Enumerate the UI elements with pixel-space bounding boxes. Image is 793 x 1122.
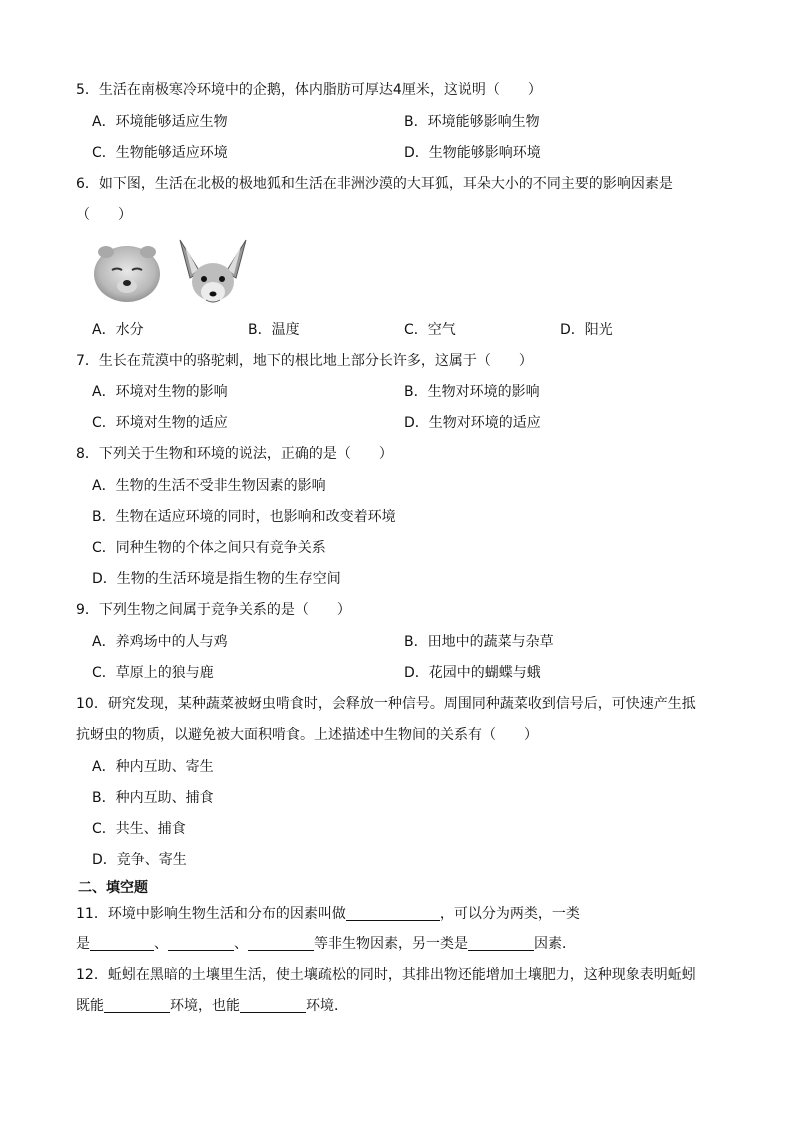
q11-text-3: 是 xyxy=(76,936,90,952)
q12-blank-1[interactable] xyxy=(104,998,170,1013)
q8-option-c: C．同种生物的个体之间只有竞争关系 xyxy=(92,540,326,556)
q7-stem: 7．生长在荒漠中的骆驼刺，地下的根比地上部分长许多，这属于（ ） xyxy=(76,353,533,369)
q11-line2 xyxy=(76,934,576,954)
q6-option-d: D．阳光 xyxy=(560,322,613,338)
q10-stem-line2: 抗蚜虫的物质，以避免被大面积啃食。上述描述中生物间的关系有（ ） xyxy=(76,727,538,743)
q7-option-a: A．环境对生物的影响 xyxy=(92,384,228,400)
q11-sep-1: 、 xyxy=(154,936,168,952)
q8-option-b: B．生物在适应环境的同时，也影响和改变着环境 xyxy=(92,509,396,525)
q5-option-c: C．生物能够适应环境 xyxy=(92,145,228,161)
q12-line1: 12．蚯蚓在黑暗的土壤里生活，使土壤疏松的同时，其排出物还能增加土壤肥力，这种现象表明蚯蚓 xyxy=(76,967,696,983)
q8-option-a: A．生物的生活不受非生物因素的影响 xyxy=(92,478,326,494)
q11-text-4: 等非生物因素，另一类是 xyxy=(314,936,468,952)
q6-stem-line2: （ ） xyxy=(76,207,132,223)
q5-option-a: A．环境能够适应生物 xyxy=(92,114,228,130)
q8-option-d: D．生物的生活环境是指生物的生存空间 xyxy=(92,571,341,587)
q11-line1 xyxy=(76,904,580,924)
q11-blank-4[interactable] xyxy=(248,936,314,951)
q10-stem-line1: 10．研究发现，某种蔬菜被蚜虫啃食时，会释放一种信号。周围同种蔬菜收到信号后，可快速产生抵 xyxy=(76,696,696,712)
q12-blank-2[interactable] xyxy=(240,998,306,1013)
q10-option-b: B．种内互助、捕食 xyxy=(92,790,214,806)
arctic-fox-image xyxy=(92,240,162,304)
q11-text-5: 因素． xyxy=(534,936,576,952)
q6-option-b: B．温度 xyxy=(248,322,300,338)
section-heading-fill-in: 二、填空题 xyxy=(78,880,148,896)
q5-option-d: D．生物能够影响环境 xyxy=(404,145,541,161)
q11-blank-2[interactable] xyxy=(90,936,154,951)
q9-option-c: C．草原上的狼与鹿 xyxy=(92,665,214,681)
q7-option-d: D．生物对环境的适应 xyxy=(404,415,541,431)
q10-option-a: A．种内互助、寄生 xyxy=(92,759,214,775)
q11-sep-2: 、 xyxy=(234,936,248,952)
q9-option-d: D．花园中的蝴蝶与蛾 xyxy=(404,665,541,681)
q11-blank-3[interactable] xyxy=(168,936,234,951)
q11-blank-5[interactable] xyxy=(468,936,534,951)
q7-option-c: C．环境对生物的适应 xyxy=(92,415,228,431)
q11-blank-1[interactable] xyxy=(346,906,440,921)
q10-option-c: C．共生、捕食 xyxy=(92,821,186,837)
q5-stem: 5．生活在南极寒冷环境中的企鹅，体内脂肪可厚达4厘米，这说明（ ） xyxy=(76,82,542,98)
q12-text-3: 环境，也能 xyxy=(170,998,240,1014)
q12-text-4: 环境． xyxy=(306,998,348,1014)
q12-line2 xyxy=(76,996,348,1016)
q9-stem: 9．下列生物之间属于竞争关系的是（ ） xyxy=(76,602,351,618)
q11-text-1: 11．环境中影响生物生活和分布的因素叫做 xyxy=(76,906,346,922)
q11-text-2: ，可以分为两类，一类 xyxy=(439,906,580,922)
q9-option-a: A．养鸡场中的人与鸡 xyxy=(92,634,228,650)
q12-text-2: 既能 xyxy=(76,998,104,1014)
q6-option-c: C．空气 xyxy=(404,322,456,338)
q5-option-b: B．环境能够影响生物 xyxy=(404,114,540,130)
fennec-fox-image xyxy=(176,238,250,308)
q6-stem-line1: 6．如下图，生活在北极的极地狐和生活在非洲沙漠的大耳狐，耳朵大小的不同主要的影响因素是 xyxy=(76,176,673,192)
q10-option-d: D．竞争、寄生 xyxy=(92,852,187,868)
q8-stem: 8．下列关于生物和环境的说法，正确的是（ ） xyxy=(76,446,393,462)
q7-option-b: B．生物对环境的影响 xyxy=(404,384,540,400)
q6-option-a: A．水分 xyxy=(92,322,144,338)
q9-option-b: B．田地中的蔬菜与杂草 xyxy=(404,634,554,650)
